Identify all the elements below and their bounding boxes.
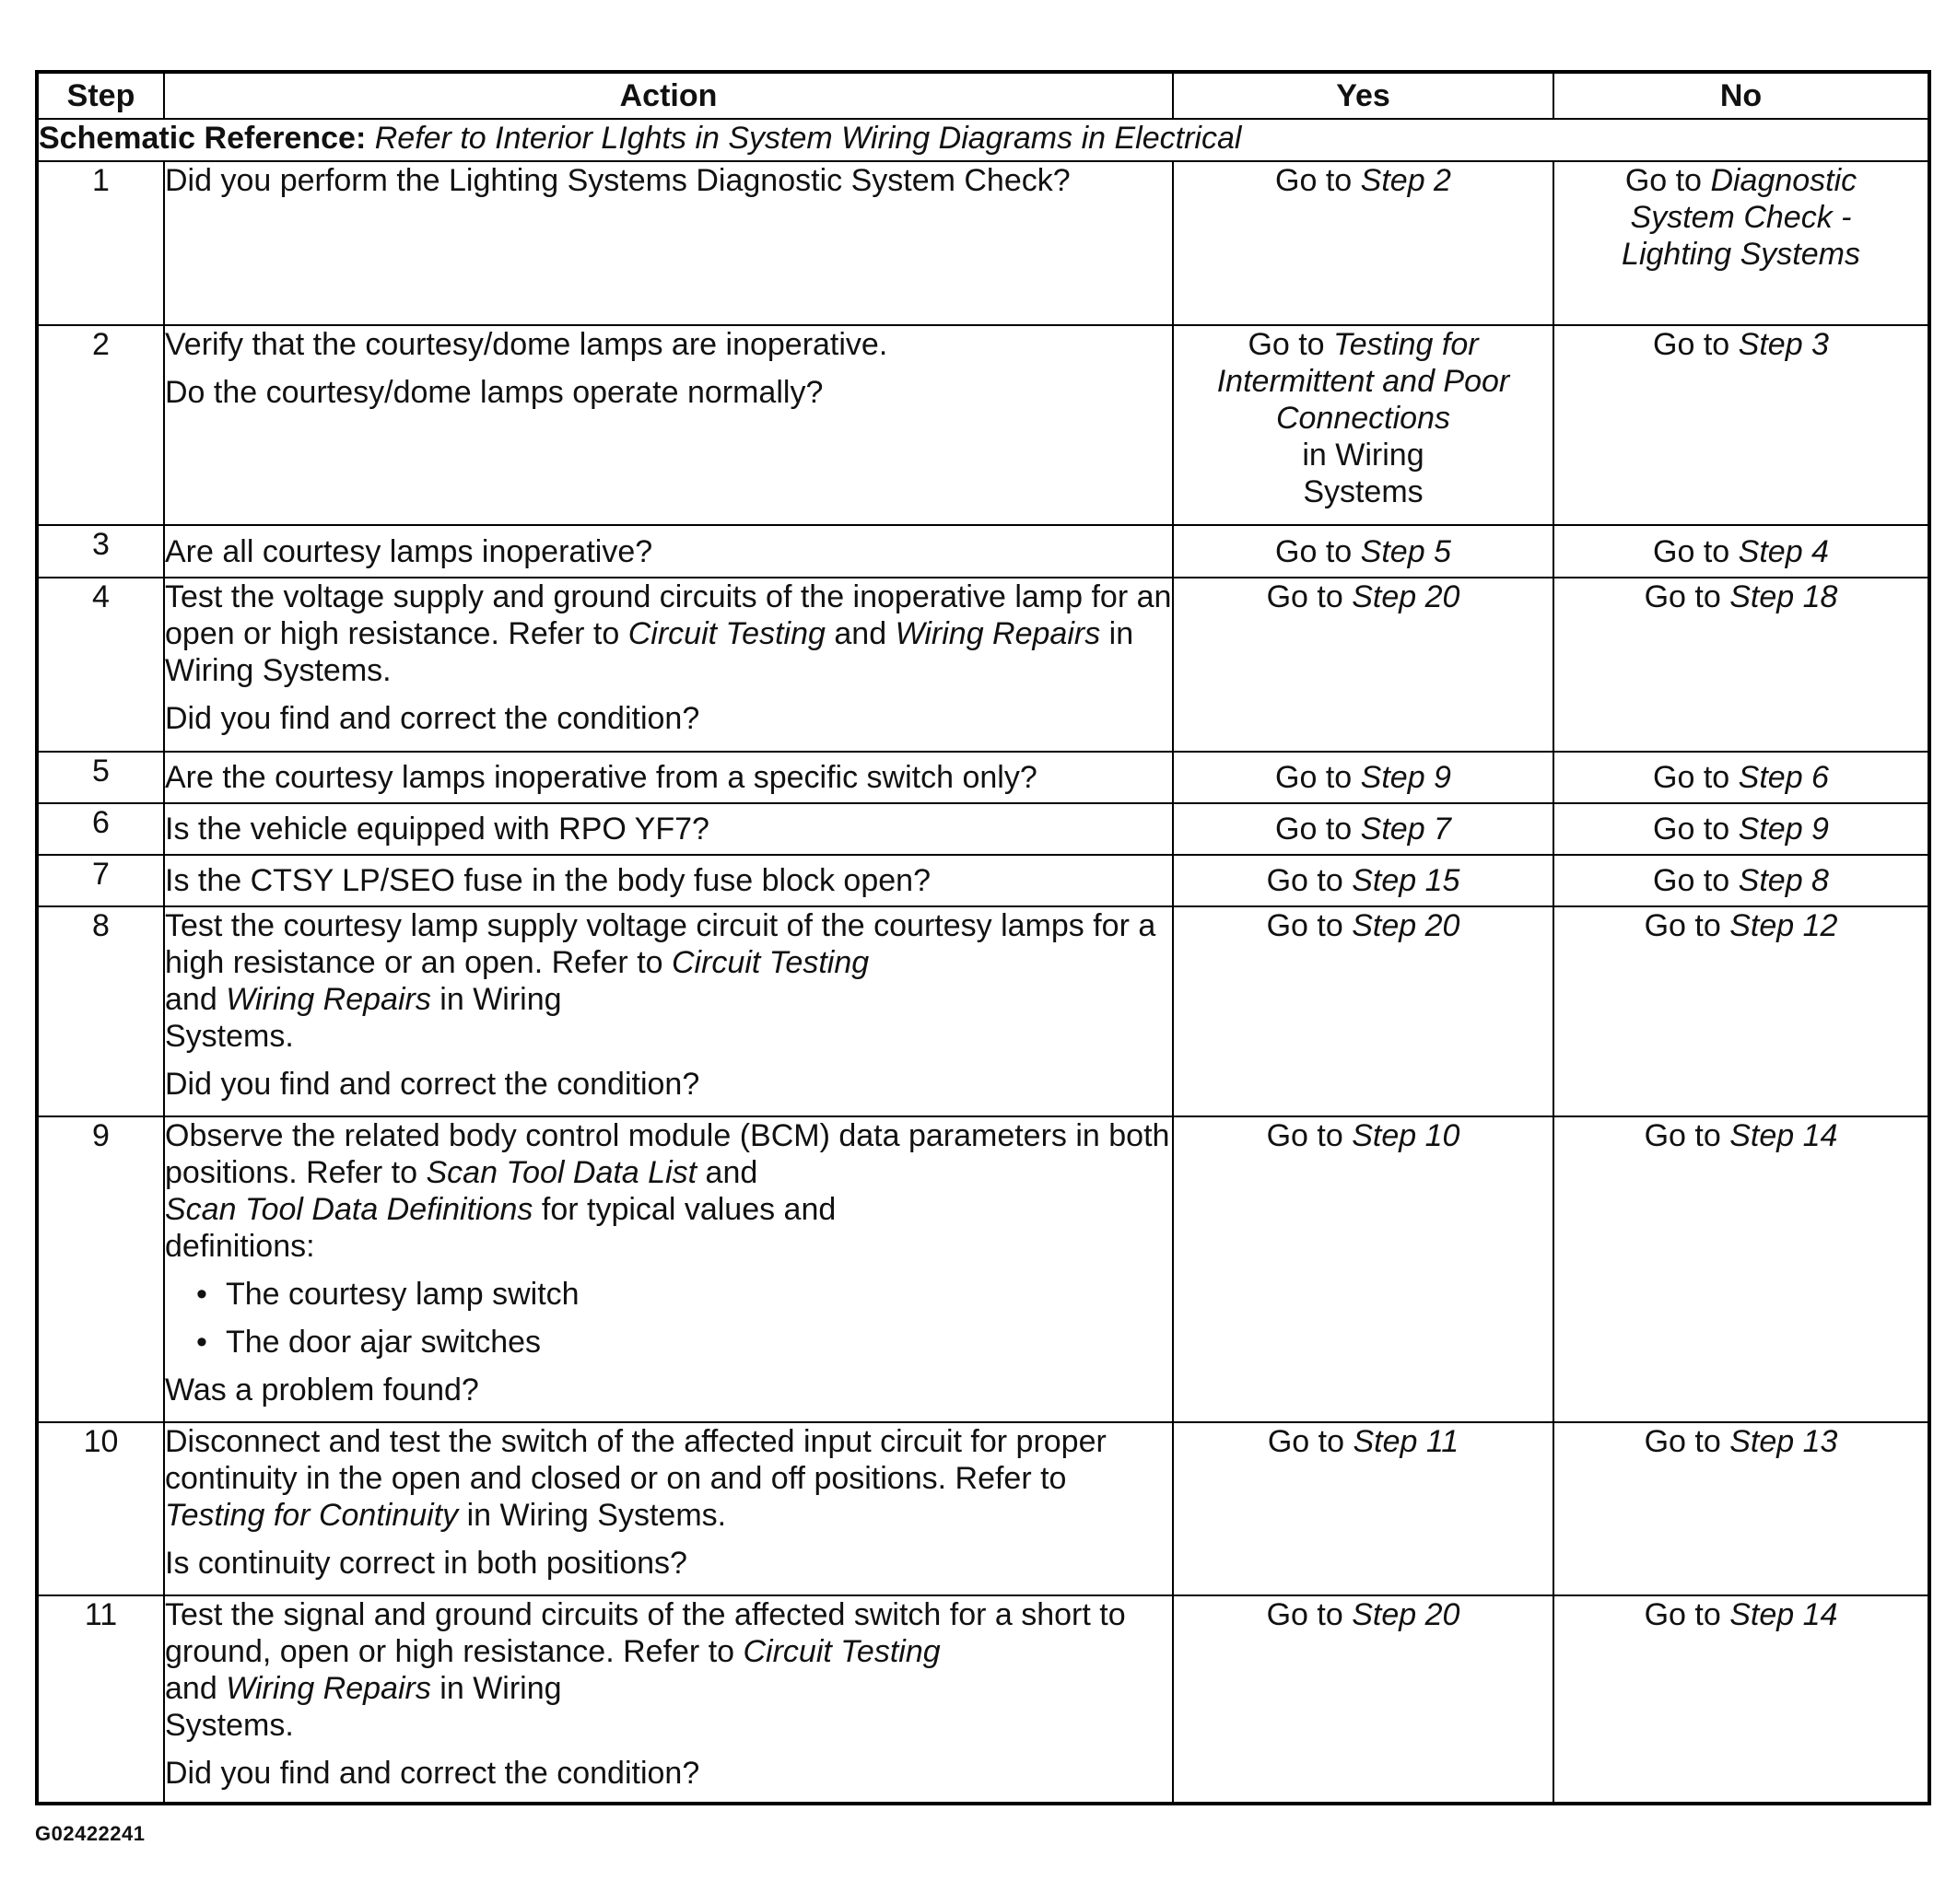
action-text-part: Systems.: [165, 1019, 294, 1054]
action-cell: [164, 906, 1173, 1116]
schematic-reference-label: Schematic Reference:: [39, 121, 367, 156]
action-cell: [164, 803, 1173, 855]
action-text-part: definitions:: [165, 1229, 315, 1264]
action-text-part: in Wiring Systems.: [165, 616, 1134, 688]
step-number: 1: [37, 161, 164, 325]
diagnostic-table: [35, 70, 1931, 1805]
no-step-link[interactable]: Step 14: [1729, 1597, 1838, 1632]
no-step-link[interactable]: Step 8: [1738, 863, 1829, 898]
action-text: [165, 1117, 1172, 1265]
no-step-link[interactable]: Step 18: [1729, 579, 1838, 614]
step-number: 5: [37, 752, 164, 803]
list-item: • The door ajar switches: [196, 1324, 1172, 1361]
action-text-part: in Wiring Systems.: [466, 1498, 727, 1533]
no-step-link[interactable]: Step 4: [1738, 533, 1829, 569]
go-to-text: Go to: [1653, 327, 1730, 362]
action-cell: [164, 525, 1173, 578]
reference-link[interactable]: Wiring Repairs: [895, 616, 1101, 651]
no-step-link[interactable]: Step 3: [1738, 327, 1829, 362]
go-to-text: Go to: [1275, 163, 1353, 198]
header-step: Step: [37, 72, 164, 119]
go-to-text: Go to: [1653, 863, 1730, 898]
action-question: Are all courtesy lamps inoperative?: [165, 533, 653, 569]
table-row: [37, 855, 1929, 906]
action-text-part: Disconnect and test the switch of the affected input circuit for proper continuity in the open and closed or on and off positions. Refer to: [165, 1424, 1107, 1496]
yes-step-link[interactable]: Step 5: [1360, 533, 1451, 569]
action-cell: [164, 578, 1173, 752]
action-text-part: and: [165, 982, 217, 1017]
yes-cell: [1173, 1595, 1553, 1804]
no-step-link[interactable]: Step 14: [1729, 1118, 1838, 1153]
yes-step-link[interactable]: Step 11: [1353, 1424, 1459, 1459]
go-to-text: Go to: [1275, 812, 1353, 847]
go-to-text: Go to: [1275, 760, 1353, 795]
action-question: Did you find and correct the condition?: [165, 1067, 700, 1102]
no-cell: [1553, 752, 1929, 803]
action-text-part: Systems.: [165, 1708, 294, 1743]
reference-link[interactable]: Scan Tool Data Definitions: [165, 1192, 533, 1227]
yes-cell: [1173, 1422, 1553, 1595]
action-text-part: and: [834, 616, 887, 651]
yes-text-line: in Wiring: [1302, 438, 1424, 473]
action-cell: [164, 161, 1173, 325]
step-number: 3: [37, 525, 164, 578]
go-to-text: Go to: [1248, 327, 1325, 362]
yes-cell: [1173, 855, 1553, 906]
step-number: 8: [37, 906, 164, 1116]
yes-step-link[interactable]: Step 9: [1360, 760, 1451, 795]
go-to-text: Go to: [1644, 1424, 1721, 1459]
action-text-part: Test the signal and ground circuits of the affected switch for a short to ground, open or high resistance. Refer to: [165, 1597, 1126, 1669]
action-text: Verify that the courtesy/dome lamps are inoperative.: [165, 327, 888, 362]
yes-step-link[interactable]: Step 10: [1352, 1118, 1460, 1153]
go-to-text: Go to: [1624, 163, 1702, 198]
yes-cell: [1173, 525, 1553, 578]
step-number: 11: [37, 1595, 164, 1804]
action-cell: [164, 752, 1173, 803]
action-text-part: in Wiring: [439, 1671, 562, 1706]
table-row: [37, 325, 1929, 525]
no-cell: [1553, 1595, 1929, 1804]
step-number: 10: [37, 1422, 164, 1595]
no-step-link[interactable]: Step 13: [1729, 1424, 1838, 1459]
action-text-part: Test the courtesy lamp supply voltage circuit of the courtesy lamps for a high resistance or an open. Refer to: [165, 908, 1156, 980]
table-row: [37, 752, 1929, 803]
reference-link[interactable]: Circuit Testing: [672, 945, 870, 980]
yes-cell: [1173, 325, 1553, 525]
go-to-text: Go to: [1267, 1424, 1345, 1459]
action-text-part: Test the voltage supply and ground circuits of the inoperative lamp for an open or high resistance. Refer to: [165, 579, 1172, 651]
step-number: 6: [37, 803, 164, 855]
table-row: [37, 906, 1929, 1116]
table-row: [37, 1116, 1929, 1422]
action-text-part: and: [165, 1671, 217, 1706]
no-cell: [1553, 906, 1929, 1116]
action-text-part: Observe the related body control module (BCM) data parameters in both positions. Refer to: [165, 1118, 1170, 1190]
action-text: [165, 907, 1172, 1055]
action-cell: [164, 1116, 1173, 1422]
list-item: • The courtesy lamp switch: [196, 1276, 1172, 1313]
yes-cell: [1173, 578, 1553, 752]
action-question: Is the vehicle equipped with RPO YF7?: [165, 812, 709, 847]
action-text-part: and: [705, 1155, 758, 1190]
schematic-reference-text: Refer to Interior LIghts in System Wiring Diagrams in Electrical: [374, 121, 1242, 156]
no-link-line[interactable]: Diagnostic: [1710, 163, 1857, 198]
reference-link[interactable]: Circuit Testing: [743, 1634, 941, 1669]
yes-cell: [1173, 803, 1553, 855]
yes-cell: [1173, 161, 1553, 325]
action-cell: [164, 1422, 1173, 1595]
no-step-link[interactable]: Step 9: [1738, 812, 1829, 847]
table-row: [37, 1422, 1929, 1595]
table-row: [37, 161, 1929, 325]
header-yes: Yes: [1173, 72, 1553, 119]
action-text: [165, 578, 1172, 689]
go-to-text: Go to: [1266, 579, 1343, 614]
action-question: Did you perform the Lighting Systems Diagnostic System Check?: [165, 163, 1071, 198]
no-cell: [1553, 161, 1929, 325]
no-link-line[interactable]: System Check -: [1630, 200, 1852, 235]
no-step-link[interactable]: Step 12: [1729, 908, 1838, 943]
action-question: Do the courtesy/dome lamps operate normally?: [165, 375, 824, 410]
yes-step-link[interactable]: Step 15: [1352, 863, 1460, 898]
action-question: Are the courtesy lamps inoperative from a specific switch only?: [165, 760, 1037, 795]
action-question: Is the CTSY LP/SEO fuse in the body fuse block open?: [165, 863, 931, 898]
no-link-line[interactable]: Lighting Systems: [1622, 237, 1860, 272]
go-to-text: Go to: [1266, 1118, 1343, 1153]
header-action: Action: [164, 72, 1173, 119]
go-to-text: Go to: [1275, 533, 1353, 569]
go-to-text: Go to: [1653, 533, 1730, 569]
yes-cell: [1173, 906, 1553, 1116]
reference-link[interactable]: Testing for Continuity: [165, 1498, 459, 1533]
go-to-text: Go to: [1644, 1118, 1721, 1153]
no-cell: [1553, 578, 1929, 752]
go-to-text: Go to: [1653, 812, 1730, 847]
no-step-link[interactable]: Step 6: [1738, 760, 1829, 795]
go-to-text: Go to: [1653, 760, 1730, 795]
yes-step-link[interactable]: Step 20: [1352, 908, 1460, 943]
header-row: [37, 72, 1929, 119]
schematic-reference: [37, 119, 1929, 161]
header-no: No: [1553, 72, 1929, 119]
go-to-text: Go to: [1644, 579, 1721, 614]
yes-link-line[interactable]: Connections: [1275, 401, 1450, 436]
table-row: [37, 578, 1929, 752]
go-to-text: Go to: [1644, 908, 1721, 943]
action-cell: [164, 1595, 1173, 1804]
schematic-reference-row: [37, 119, 1929, 161]
action-question: Is continuity correct in both positions?: [165, 1546, 687, 1581]
no-cell: [1553, 855, 1929, 906]
figure-code: G02422241: [35, 1822, 146, 1845]
yes-step-link[interactable]: Step 20: [1352, 1597, 1460, 1632]
action-cell: [164, 855, 1173, 906]
step-number: 4: [37, 578, 164, 752]
yes-cell: [1173, 752, 1553, 803]
yes-step-link[interactable]: Step 20: [1352, 579, 1460, 614]
action-text: [165, 1596, 1172, 1744]
no-cell: [1553, 325, 1929, 525]
yes-cell: [1173, 1116, 1553, 1422]
action-question: Did you find and correct the condition?: [165, 1756, 700, 1791]
step-number: 9: [37, 1116, 164, 1422]
action-text-part: in Wiring: [439, 982, 562, 1017]
reference-link[interactable]: Scan Tool Data List: [426, 1155, 697, 1190]
yes-step-link[interactable]: Step 2: [1360, 163, 1451, 198]
no-cell: [1553, 1422, 1929, 1595]
table-row: [37, 525, 1929, 578]
reference-link[interactable]: Circuit Testing: [627, 616, 826, 651]
no-cell: [1553, 1116, 1929, 1422]
no-cell: [1553, 803, 1929, 855]
go-to-text: Go to: [1644, 1597, 1721, 1632]
go-to-text: Go to: [1266, 1597, 1343, 1632]
step-number: 2: [37, 325, 164, 525]
go-to-text: Go to: [1266, 908, 1343, 943]
no-cell: [1553, 525, 1929, 578]
reference-link[interactable]: Wiring Repairs: [226, 982, 431, 1017]
step-number: 7: [37, 855, 164, 906]
action-question: Did you find and correct the condition?: [165, 701, 700, 736]
bullet-list: [165, 1276, 1172, 1361]
yes-text-line: Systems: [1303, 474, 1424, 509]
yes-link-line[interactable]: Intermittent and Poor: [1216, 364, 1510, 399]
reference-link[interactable]: Wiring Repairs: [226, 1671, 431, 1706]
action-text: [165, 1423, 1172, 1534]
yes-step-link[interactable]: Step 7: [1360, 812, 1451, 847]
table-row: [37, 803, 1929, 855]
go-to-text: Go to: [1266, 863, 1343, 898]
yes-link-line[interactable]: Testing for: [1333, 327, 1479, 362]
action-cell: [164, 325, 1173, 525]
table-row: [37, 1595, 1929, 1804]
action-question: Was a problem found?: [165, 1373, 479, 1408]
action-text-part: for typical values and: [541, 1192, 837, 1227]
